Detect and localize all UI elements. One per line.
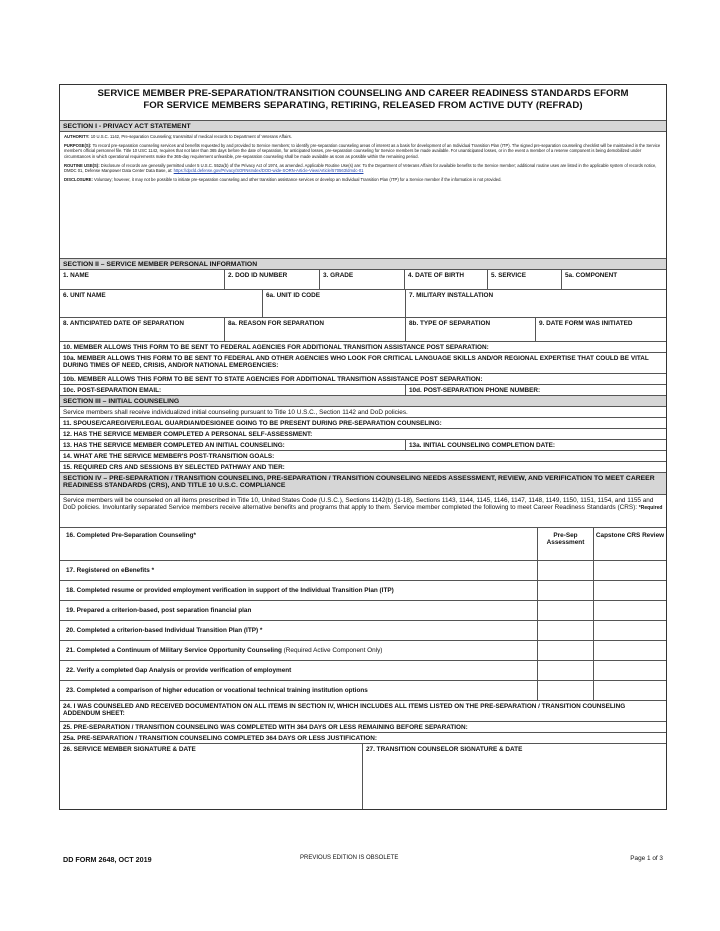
disclosure-label: DISCLOSURE: [64,177,93,183]
disclosure-text: Voluntary; however, it may not be possible to initiate pre-separation counseling and other transition assistance services or develop an Individual Transition Plan (ITP) for a Service member if the information is not provided. [94,177,502,183]
field-11-spouse-present[interactable]: 11. SPOUSE/CAREGIVER/LEGAL GUARDIAN/DESIGNEE GOING TO BE PRESENT DURING PRE-SEPARATION COUNSELING: [63,420,442,427]
field-15-required-crs[interactable]: 15. REQUIRED CRS AND SESSIONS BY SELECTED PATHWAY AND TIER: [63,464,285,471]
item-22-capstone-checkbox[interactable] [593,661,666,680]
item-17-presep-checkbox[interactable] [537,561,593,580]
field-8a-reason-for-separation[interactable]: 8a. REASON FOR SEPARATION [225,318,406,341]
form-title [60,85,666,121]
item-23-capstone-checkbox[interactable] [593,681,666,700]
item-21-note: (Required Active Component Only) [283,647,383,654]
item-20-presep-checkbox[interactable] [537,621,593,640]
item-18-resume: 18. Completed resume or provided employment verification in support of the Individual Transition Plan (ITP) [66,587,394,594]
field-2-dod-id[interactable]: 2. DOD ID NUMBER [225,270,320,289]
item-21-continuum-counseling [60,641,537,660]
privacy-act-statement [60,132,666,259]
field-9-date-form-initiated[interactable]: 9. DATE FORM WAS INITIATED [539,320,633,327]
column-header-pre-sep-assessment: Pre-Sep Assessment [537,528,593,560]
form-footer [63,855,663,867]
field-10-federal-agencies[interactable]: 10. MEMBER ALLOWS THIS FORM TO BE SENT TO FEDERAL AGENCIES FOR ADDITIONAL TRANSITION ASSISTANCE POST SEPARATION: [63,344,489,351]
previous-edition-notice: PREVIOUS EDITION IS OBSOLETE [300,855,399,861]
section-4-intro [60,495,666,527]
item-19-financial-plan: 19. Prepared a criterion-based, post separation financial plan [66,607,252,614]
field-3-grade[interactable]: 3. GRADE [320,270,405,289]
field-5-service[interactable]: 5. SERVICE [488,270,562,289]
routine-use-label: ROUTINE USE(S): [64,162,100,168]
field-12-self-assessment[interactable]: 12. HAS THE SERVICE MEMBER COMPLETED A PERSONAL SELF-ASSESSMENT: [63,431,313,438]
section-4-intro-text: Service members will be counseled on all items prescribed in Title 10, United States Code (U.S.C.), Sections 1142(b) (1-18), Sections 1143, 1144, 1145, 1146, 1147, 1148, 1149, 1150, 1151, 1154, and 1155 and DoD policies. Involuntarily separated Service members receive alternative benefits and programs that apply to them. Service member completed the following to meet Career Readiness Standards (CRS): [63,497,654,512]
field-10c-email[interactable]: 10c. POST-SEPARATION EMAIL: [60,385,406,395]
field-7-military-installation[interactable]: 7. MILITARY INSTALLATION [409,292,494,299]
item-23-presep-checkbox[interactable] [537,681,593,700]
field-10b-state-agencies[interactable]: 10b. MEMBER ALLOWS THIS FORM TO BE SENT TO STATE AGENCIES FOR ADDITIONAL TRANSITION ASSISTANCE POST SEPARATION: [63,376,483,383]
field-25a-justification[interactable]: 25a. PRE-SEPARATION / TRANSITION COUNSELING COMPLETED 364 DAYS OR LESS JUSTIFICATION: [63,735,378,742]
column-header-capstone-crs-review: Capstone CRS Review [593,528,666,560]
routine-use-text: Disclosure of records are generally permitted under 5 U.S.C. 552a(b) of the Privacy Act of 1974, as amended. Applicable Routine Use(s) are: To the Department of Veterans Affairs for available benefits to the Service member; additional routine uses are listed in the applicable system of records notice, DMDC 01, Defense Manpower Data Center Data Base, at: [64,162,657,174]
section-3-intro: Service members shall receive individualized initial counseling pursuant to Title 10 U.S.C., Section 1142 and DoD policies. [63,409,408,416]
form-id: DD FORM 2648, OCT 2019 [63,855,152,864]
item-21-presep-checkbox[interactable] [537,641,593,660]
field-8-anticipated-separation-date[interactable]: 8. ANTICIPATED DATE OF SEPARATION [60,318,225,341]
section-4-heading: SECTION IV – PRE-SEPARATION / TRANSITION COUNSELING, PRE-SEPARATION / TRANSITION COUNSELING NEEDS ASSESSMENT, REVIEW, AND VERIFICATION TO MEET CAREER READINESS STANDARDS (CRS), AND TITLE 10 U.S.C. COMPLIANCE [60,473,666,494]
field-10a-language-skills[interactable]: 10a. MEMBER ALLOWS THIS FORM TO BE SENT TO FEDERAL AND OTHER AGENCIES WHO LOOK FOR CRITICAL LANGUAGE SKILLS AND/OR REGIONAL EXPERTISE THAT COULD BE VITAL DURING TIMES OF NEED, CRISIS, AND/OR NATIONAL EMERGENCIES: [63,355,649,370]
item-22-gap-analysis: 22. Verify a completed Gap Analysis or provide verification of employment [66,667,292,674]
field-4-date-of-birth[interactable]: 4. DATE OF BIRTH [405,270,488,289]
sorn-link[interactable]: https://dpcld.defense.gov/Privacy/SORNsIndex/DOD-wide-SORN-Article-View/Article/570563/dmdc-01 [173,168,364,174]
field-13-initial-counseling[interactable]: 13. HAS THE SERVICE MEMBER COMPLETED AN INITIAL COUNSELING: [60,440,406,450]
form-title-line-2: FOR SERVICE MEMBERS SEPARATING, RETIRING, RELEASED FROM ACTIVE DUTY (REFRAD) [143,99,583,111]
purpose-text: To record pre-separation counseling services and benefits requested by and provided to Service members; to identify pre-separation counseling areas of interest as a basis for development of an Individual Transition Plan (ITP). The signed pre-separation counseling checklist will be maintained in the Service member's official personnel file. Title 10 USC 1142, requires that not later than 365 days before the date of separation, for anticipated losses, pre-separation counseling for Service members be made available. For unanticipated losses, or in the event a member of a reserve component is being demobilized under circumstances in which operational requirements make the 365-day requirement unfeasible, pre-separation counseling shall be made available as soon as possible within the remaining period. [64,142,661,160]
field-1-name[interactable]: 1. NAME [60,270,225,289]
item-17-capstone-checkbox[interactable] [593,561,666,580]
form-title-line-1: SERVICE MEMBER PRE-SEPARATION/TRANSITION COUNSELING AND CAREER READINESS STANDARDS EFORM [97,88,629,99]
item-19-capstone-checkbox[interactable] [593,601,666,620]
section-3-heading: SECTION III – INITIAL COUNSELING [60,396,666,406]
field-14-post-transition-goals[interactable]: 14. WHAT ARE THE SERVICE MEMBER'S POST-TRANSITION GOALS: [63,453,275,460]
purpose-label: PURPOSE(S): [64,142,92,148]
item-18-capstone-checkbox[interactable] [593,581,666,600]
section-2-heading: SECTION II – SERVICE MEMBER PERSONAL INFORMATION [60,259,666,269]
authority-text: 10 U.S.C. 1142, Pre-separation Counseling; transmittal of medical records to Department of Veterans Affairs. [90,134,292,139]
item-19-presep-checkbox[interactable] [537,601,593,620]
field-27-counselor-signature[interactable]: 27. TRANSITION COUNSELOR SIGNATURE & DATE [366,746,523,753]
item-20-capstone-checkbox[interactable] [593,621,666,640]
item-22-presep-checkbox[interactable] [537,661,593,680]
item-21-capstone-checkbox[interactable] [593,641,666,660]
field-8b-type-of-separation[interactable]: 8b. TYPE OF SEPARATION [406,318,536,341]
field-5a-component[interactable]: 5a. COMPONENT [565,272,618,279]
item-21-label: 21. Completed a Continuum of Military Service Opportunity Counseling [66,647,282,654]
field-10d-phone[interactable]: 10d. POST-SEPARATION PHONE NUMBER: [409,387,541,394]
field-6a-unit-id-code[interactable]: 6a. UNIT ID CODE [263,290,406,317]
field-24-counseled-acknowledgement[interactable]: 24. I WAS COUNSELED AND RECEIVED DOCUMENTATION ON ALL ITEMS IN SECTION IV, WHICH INCLUDES ALL ITEMS LISTED ON THE PRE-SEPARATION / TRANSITION COUNSELING ADDENDUM SHEET: [63,703,626,718]
field-6-unit-name[interactable]: 6. UNIT NAME [60,290,263,317]
required-note: *Required [638,505,663,512]
item-20-itp: 20. Completed a criterion-based Individual Transition Plan (ITP) * [66,627,263,634]
page-number: Page 1 of 3 [630,855,663,862]
item-18-presep-checkbox[interactable] [537,581,593,600]
item-23-education-comparison: 23. Completed a comparison of higher education or vocational technical training institution options [66,687,368,694]
item-16-pre-separation-counseling: 16. Completed Pre-Separation Counseling* [66,532,196,539]
field-26-member-signature[interactable]: 26. SERVICE MEMBER SIGNATURE & DATE [60,744,363,809]
authority-label: AUTHORITY: [64,134,90,139]
field-25-364-days[interactable]: 25. PRE-SEPARATION / TRANSITION COUNSELING WAS COMPLETED WITH 364 DAYS OR LESS REMAINING BEFORE SEPARATION: [63,724,468,731]
field-13a-completion-date[interactable]: 13a. INITIAL COUNSELING COMPLETION DATE: [409,442,556,449]
section-1-heading: SECTION I - PRIVACY ACT STATEMENT [60,121,666,131]
item-17-ebenefits: 17. Registered on eBenefits * [66,567,155,574]
dd-form-2648 [59,84,667,810]
